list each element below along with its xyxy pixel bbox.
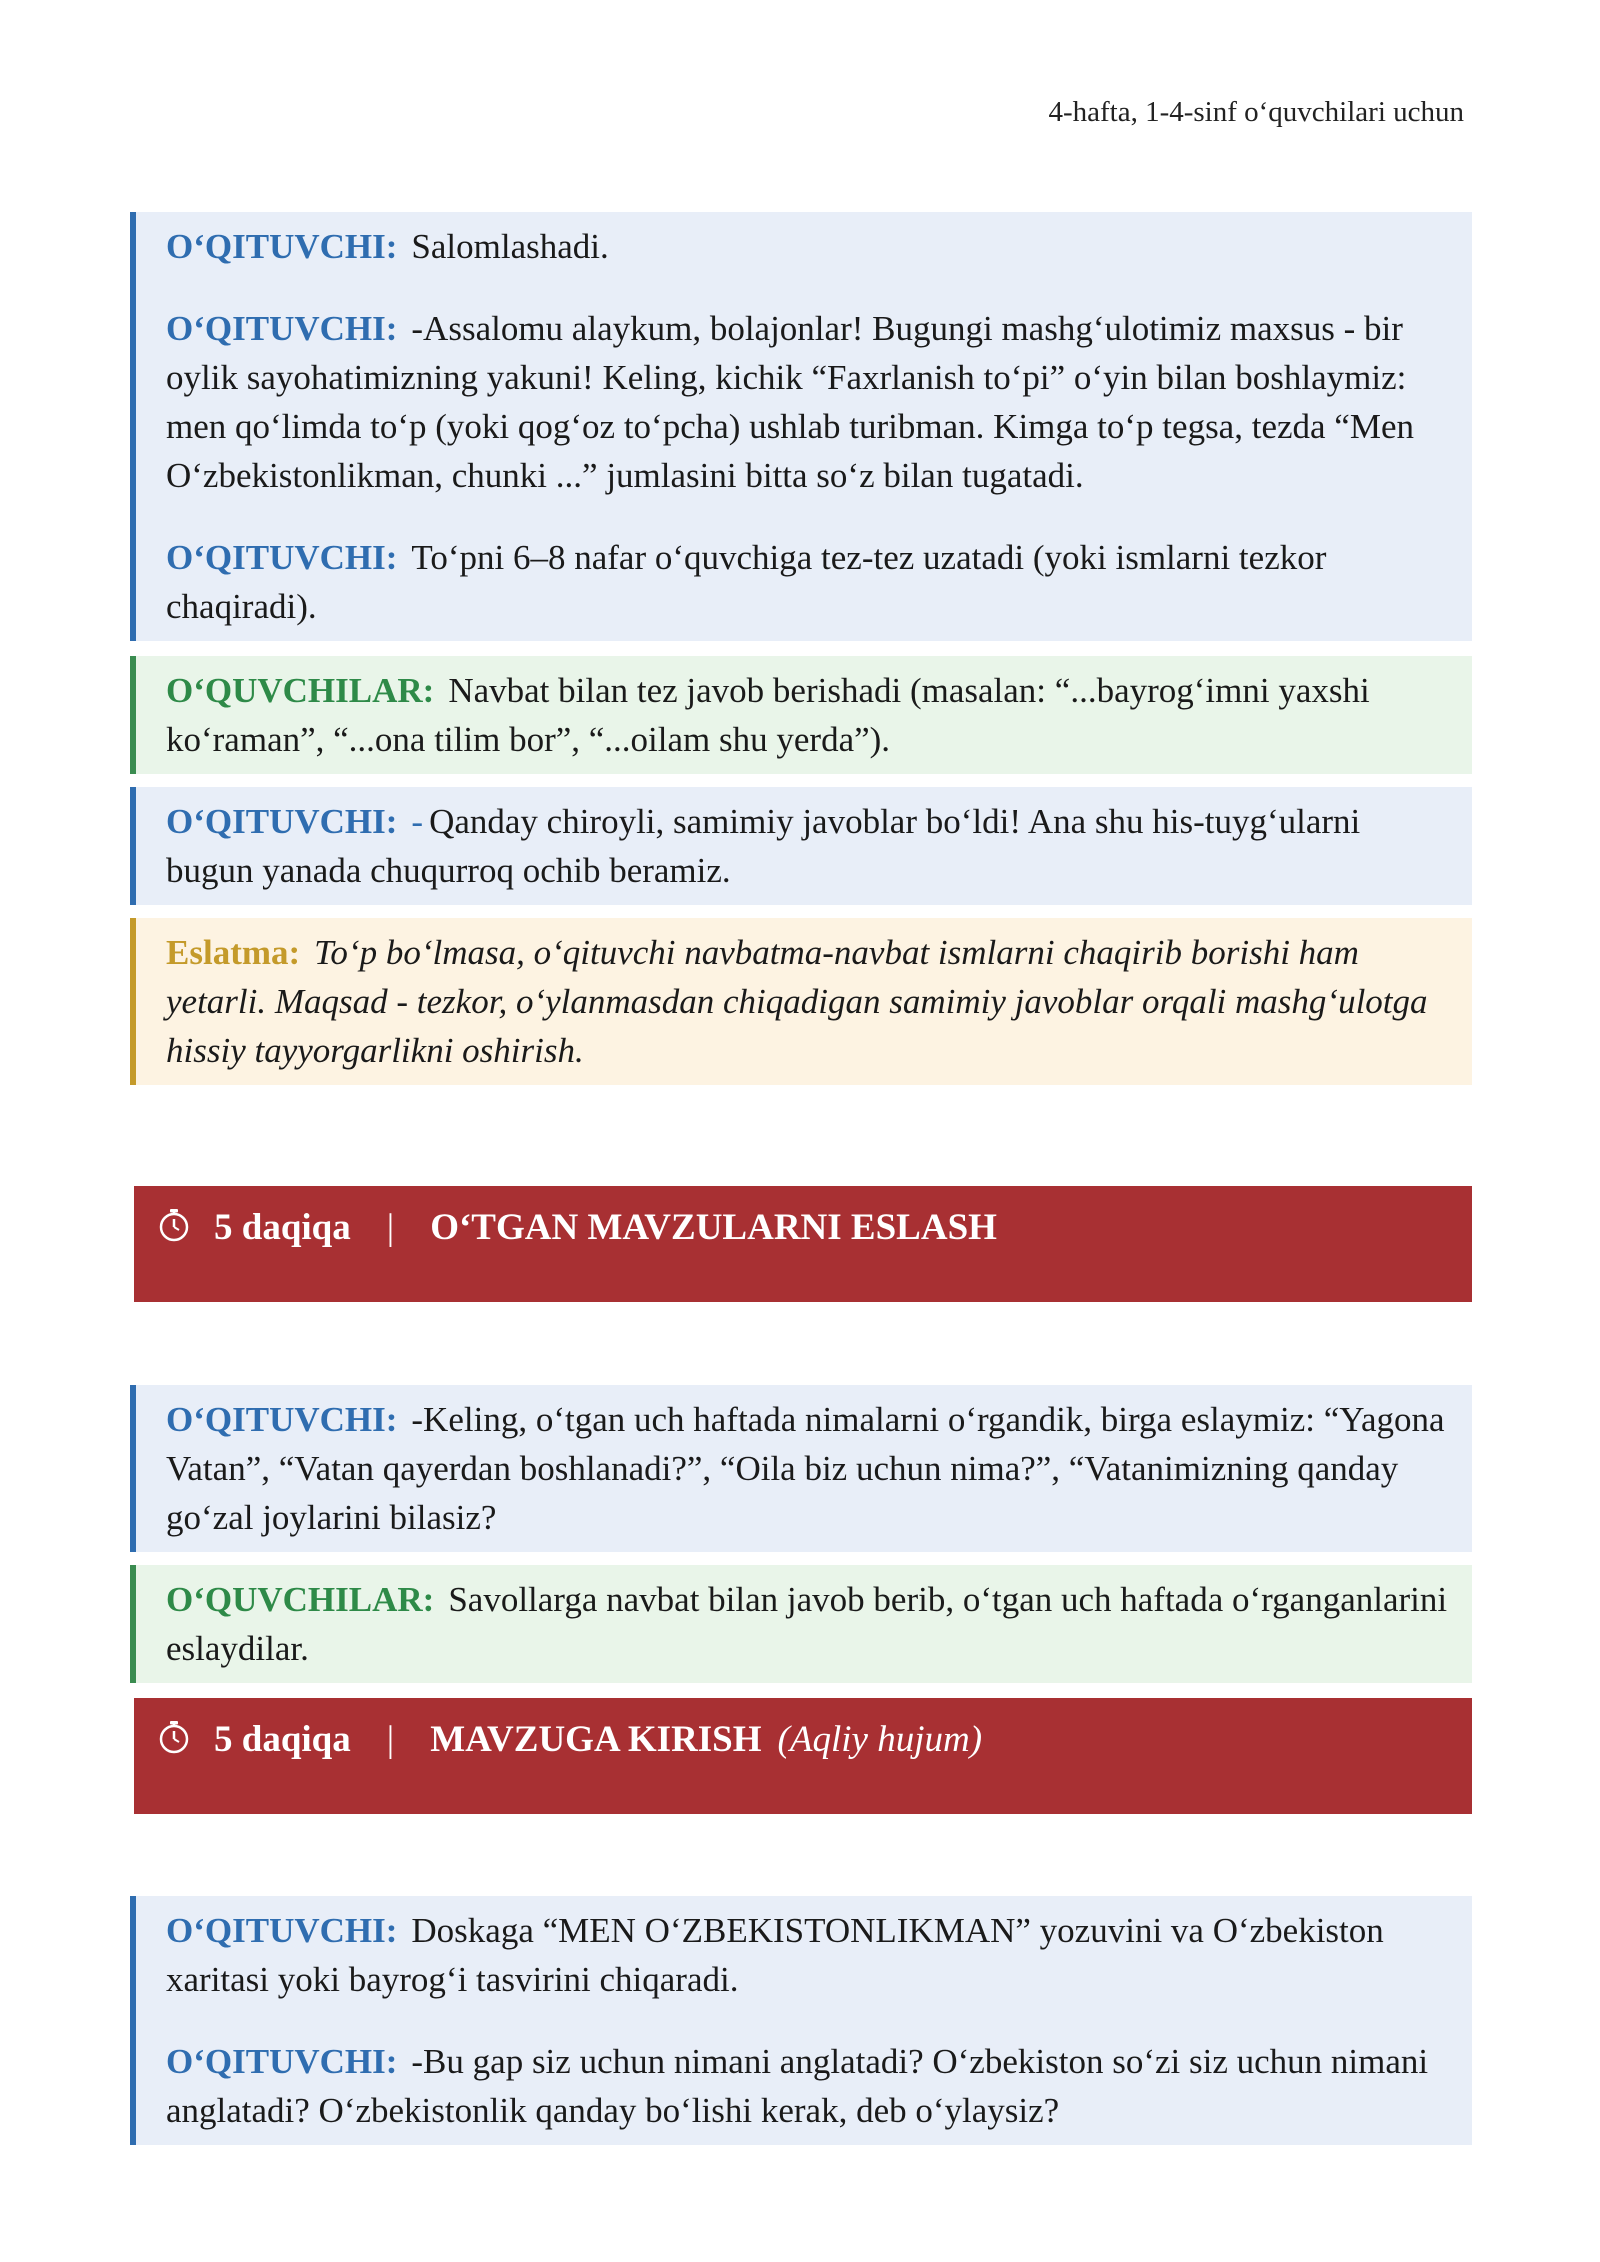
section-separator: |	[386, 1719, 395, 1760]
teacher-text: -Assalomu alaykum, bolajonlar! Bugungi mashg‘ulotimiz maxsus - bir oylik sayohatimizning yakuni! Keling, kichik “Faxrlanish to‘pi” o‘yin bilan boshlaymiz: men qo‘limda to‘p (yoki qog‘oz to‘pcha) ushlab turibman. Kimga to‘p tegsa, tezda “Men O‘zbekistonlikman, chunki ...” jumlasini bitta so‘z bilan tugatadi.	[166, 309, 1414, 495]
teacher-block-review	[130, 1385, 1472, 1552]
students-label: O‘QUVCHILAR:	[166, 1580, 435, 1619]
dash: -	[411, 802, 424, 841]
teacher-line	[166, 1906, 1452, 2004]
teacher-line	[166, 304, 1452, 500]
teacher-text: Qanday chiroyli, samimiy javoblar bo‘ldi! Ana shu his-tuyg‘ularni bugun yanada chuqurroq ochib beramiz.	[166, 802, 1361, 890]
note-block	[130, 918, 1472, 1085]
teacher-label: O‘QITUVCHI:	[166, 802, 398, 841]
teacher-label: O‘QITUVCHI:	[166, 2042, 398, 2081]
section-banner-intro	[134, 1698, 1472, 1814]
teacher-text: Doskaga “MEN O‘ZBEKISTONLIKMAN” yozuvini va O‘zbekiston xaritasi yoki bayrog‘i tasvirini chiqaradi.	[166, 1911, 1384, 1999]
stopwatch-icon	[156, 1207, 192, 1243]
students-line	[166, 666, 1452, 764]
section-separator: |	[386, 1207, 395, 1248]
section-banner-review	[134, 1186, 1472, 1302]
teacher-line	[166, 797, 1452, 895]
teacher-line	[166, 533, 1452, 631]
stopwatch-icon	[156, 1719, 192, 1755]
section-duration: 5 daqiqa	[214, 1207, 351, 1248]
teacher-block-greeting	[130, 212, 1472, 641]
teacher-label: O‘QITUVCHI:	[166, 1911, 398, 1950]
section-title: O‘TGAN MAVZULARNI ESLASH	[430, 1207, 997, 1248]
teacher-line	[166, 222, 1452, 271]
students-text: Navbat bilan tez javob berishadi (masalan: “...bayrog‘imni yaxshi ko‘raman”, “...ona tilim bor”, “...oilam shu yerda”).	[166, 671, 1370, 759]
section-subtitle: (Aqliy hujum)	[777, 1719, 983, 1760]
teacher-line	[166, 1395, 1452, 1542]
teacher-block-praise	[130, 787, 1472, 905]
students-block-review	[130, 1565, 1472, 1683]
teacher-label: O‘QITUVCHI:	[166, 538, 398, 577]
teacher-block-intro	[130, 1896, 1472, 2145]
teacher-text: To‘pni 6–8 nafar o‘quvchiga tez-tez uzatadi (yoki ismlarni tezkor chaqiradi).	[166, 538, 1327, 626]
note-text: To‘p bo‘lmasa, o‘qituvchi navbatma-navbat ismlarni chaqirib borishi ham yetarli. Maqsad - tezkor, o‘ylanmasdan chiqadigan samimiy javoblar orqali mashg‘ulotga hissiy tayyorgarlikni oshirish.	[166, 933, 1428, 1070]
teacher-text: Salomlashadi.	[411, 227, 609, 266]
students-label: O‘QUVCHILAR:	[166, 671, 435, 710]
page-header: 4-hafta, 1-4-sinf o‘quvchilari uchun	[1048, 96, 1464, 128]
students-line	[166, 1575, 1452, 1673]
teacher-label: O‘QITUVCHI:	[166, 227, 398, 266]
section-duration: 5 daqiqa	[214, 1719, 351, 1760]
students-text: Savollarga navbat bilan javob berib, o‘tgan uch haftada o‘rganganlarini eslaydilar.	[166, 1580, 1448, 1668]
teacher-label: O‘QITUVCHI:	[166, 1400, 398, 1439]
teacher-label: O‘QITUVCHI:	[166, 309, 398, 348]
teacher-text: -Keling, o‘tgan uch haftada nimalarni o‘rgandik, birga eslaymiz: “Yagona Vatan”, “Vatan qayerdan boshlanadi?”, “Oila biz uchun nima?”, “Vatanimizning qanday go‘zal joylarini bilasiz?	[166, 1400, 1445, 1537]
note-line	[166, 928, 1452, 1075]
teacher-line	[166, 2037, 1452, 2135]
section-title: MAVZUGA KIRISH	[430, 1719, 762, 1760]
students-block-answers	[130, 656, 1472, 774]
note-label: Eslatma:	[166, 933, 301, 972]
teacher-text: -Bu gap siz uchun nimani anglatadi? O‘zbekiston so‘zi siz uchun nimani anglatadi? O‘zbekistonlik qanday bo‘lishi kerak, deb o‘ylaysiz?	[166, 2042, 1429, 2130]
